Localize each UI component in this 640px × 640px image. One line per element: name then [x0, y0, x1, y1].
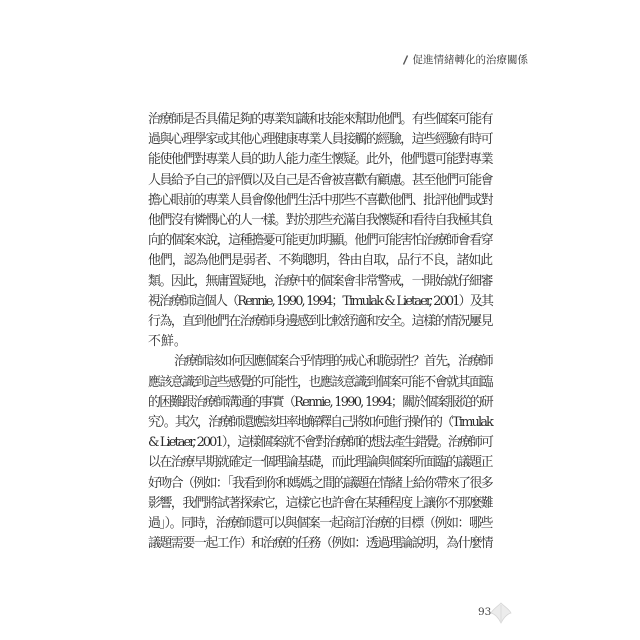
text-line: & Lietaer, 2001），這樣個案就不會對治療師的想法產生錯覺。治療師可 — [148, 435, 492, 451]
text-line: 行為，直到他們在治療師身邊感到比較舒適和安全。這樣的情況屢見 — [148, 314, 492, 330]
text-line: 應該意識到這些感覺的可能性，也應該意識到個案可能不會就其面臨 — [148, 374, 492, 390]
text-line: 人員給予自己的評價以及自己是否會被喜歡有顧慮。甚至他們可能會 — [148, 172, 492, 188]
text-line: 向的個案來說，這種擔憂可能更加明顯。他們可能害怕治療師會看穿 — [148, 233, 492, 249]
text-line: 不鮮。 — [148, 334, 187, 350]
text-line: 的困難跟治療師溝通的事實（Rennie, 1990, 1994；關於個案服從的研 — [148, 394, 492, 410]
text-line: 他們沒有憐憫心的人一樣。對於那些充滿自我懷疑和看待自我極其負 — [148, 213, 492, 229]
text-line: 以在治療早期就確定一個理論基礎，而此理論與個案所面臨的議題正 — [148, 455, 492, 471]
page-number: 93 — [478, 606, 492, 618]
leaf-ornament-icon — [488, 600, 514, 626]
paragraph-1 — [148, 110, 492, 352]
text-line: 議題需要一起工作）和治療的任務（例如：透過理論說明，為什麼情 — [148, 536, 492, 552]
text-line: 過」）。同時，治療師還可以與個案一起商訂治療的目標（例如：哪些 — [148, 516, 492, 532]
slash-mark-icon — [401, 55, 410, 65]
text-line: 能使他們對專業人員的助人能力產生懷疑。此外，他們還可能對專業 — [148, 152, 492, 168]
body-text — [148, 110, 492, 554]
text-line: 過與心理學家或其他心理健康專業人員接觸的經驗，這些經驗有時可 — [148, 132, 492, 148]
text-line: 影響，我們將試著探索它，這樣它也許會在某種程度上讓你不那麼難 — [148, 495, 492, 511]
text-line: 治療師該如何因應個案合乎情理的戒心和脆弱性？首先，治療師 — [174, 354, 492, 370]
text-line: 擔心眼前的專業人員會像他們生活中那些不喜歡他們、批評他們或對 — [148, 192, 492, 208]
text-line: 視治療師這個人（Rennie, 1990, 1994；Timulak & Lietaer, 2001）及其 — [148, 293, 492, 309]
running-title: 促進情緒轉化的治療關係 — [412, 54, 528, 66]
text-line: 好吻合（例如：「我看到你和媽媽之間的議題在情緒上給你帶來了很多 — [148, 475, 492, 491]
text-line: 他們，認為他們是弱者、不夠聰明，咎由自取，品行不良，諸如此 — [148, 253, 492, 269]
running-header — [401, 52, 529, 67]
text-line: 類。因此，無庸置疑地，治療中的個案會非常警戒，一開始就仔細審 — [148, 273, 492, 289]
text-line: 治療師是否具備足夠的專業知識和技能來幫助他們。有些個案可能有 — [148, 112, 492, 127]
text-line: 究）。其次，治療師還應該坦率地解釋自己將如何進行操作的（Timulak — [148, 415, 492, 431]
paragraph-2 — [148, 352, 492, 554]
